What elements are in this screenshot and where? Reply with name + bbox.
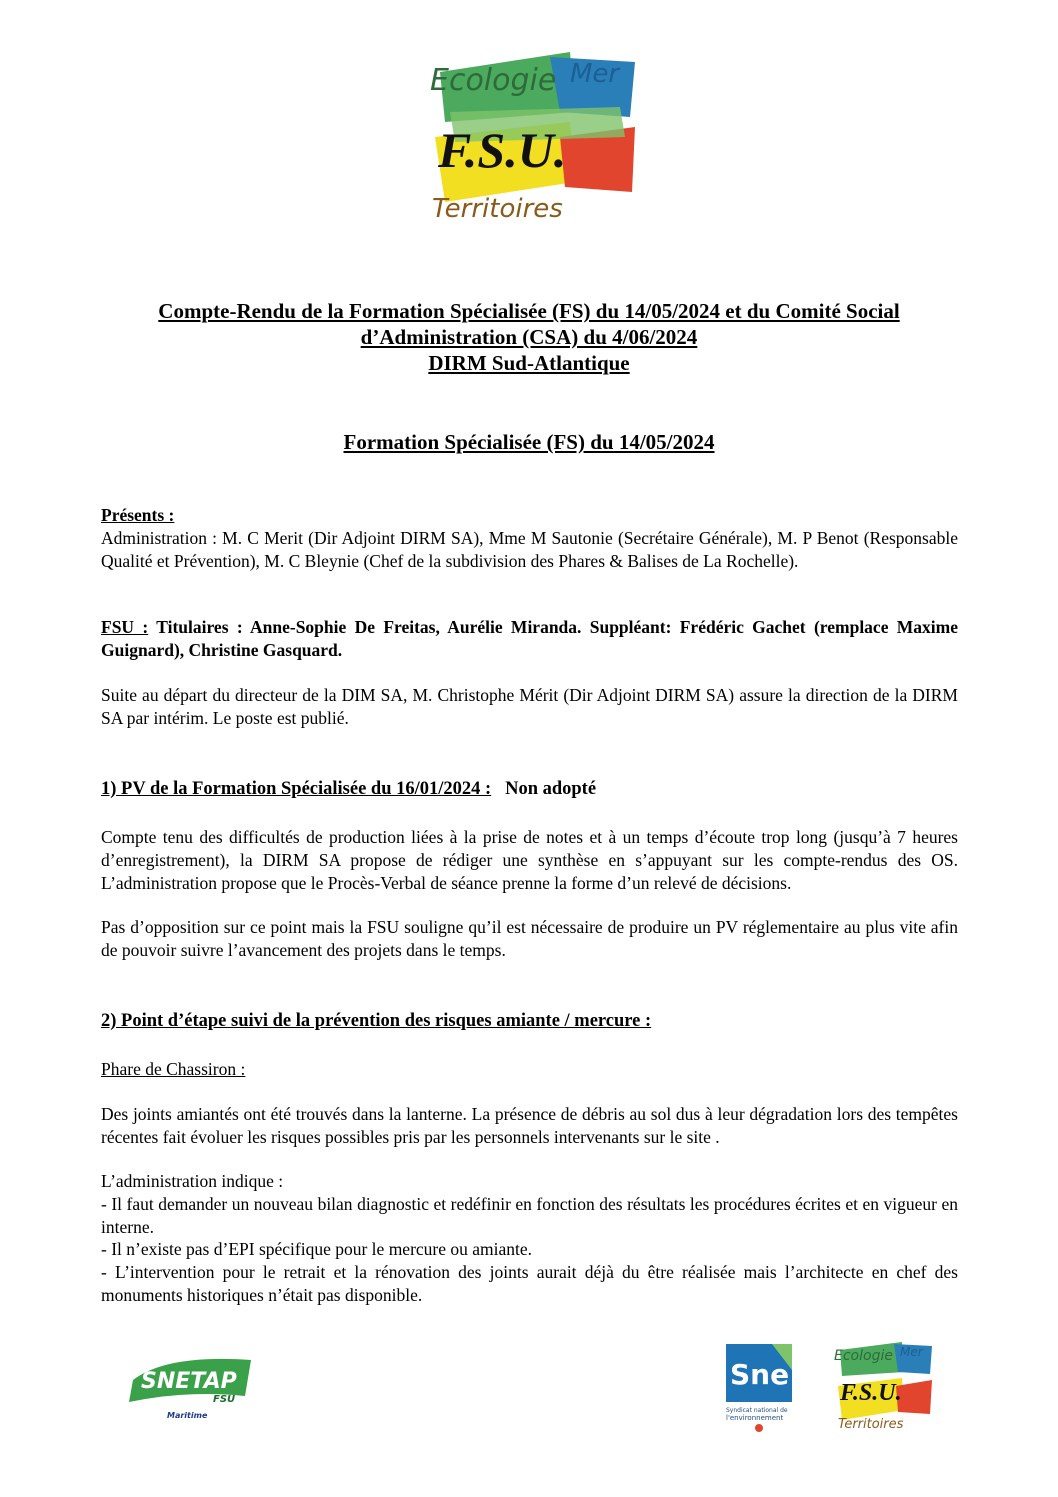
sne-logo <box>722 1340 796 1432</box>
list-item: - L’intervention pour le retrait et la rénovation des joints aurait déjà du être réalisée mais l’architecte en chef des monuments historiques n’était pas disponible. <box>101 1262 958 1305</box>
title-line-1: Compte-Rendu de la Formation Spécialisée (FS) du 14/05/2024 et du Comité Social <box>158 299 900 323</box>
fsu-logo <box>420 42 642 232</box>
fsu-small-ecologie: Ecologie <box>834 1348 893 1364</box>
logo-ecologie: Ecologie <box>430 63 557 98</box>
section1-paragraph-2: Pas d’opposition sur ce point mais la FSU souligne qu’il est nécessaire de produire un PV réglementaire au plus vite afin de pouvoir suivre l’avancement des projets dans le temps. <box>101 917 958 960</box>
fsu-small-territoires: Territoires <box>838 1417 904 1432</box>
section2-paragraph-1: Des joints amiantés ont été trouvés dans la lanterne. La présence de débris au sol dus à leur dégradation lors des tempêtes récentes fait évoluer les risques possibles pris par les personnels intervenants sur le site . <box>101 1104 958 1147</box>
snetap-sub: Maritime <box>167 1411 208 1420</box>
title-line-3: DIRM Sud-Atlantique <box>428 351 630 375</box>
fsu-small-fsu: F.S.U. <box>840 1380 902 1406</box>
logo-mer: Mer <box>570 59 620 89</box>
presents-label: Présents : <box>101 505 175 525</box>
list-item: - Il n’existe pas d’EPI spécifique pour le mercure ou amiante. <box>101 1239 533 1260</box>
snetap-text: SNETAP <box>141 1369 237 1394</box>
document-title <box>100 298 958 376</box>
list-item: - Il faut demander un nouveau bilan diagnostic et redéfinir en fonction des résultats les procédures écrites et en vigueur en interne. <box>101 1193 958 1237</box>
sne-text: Sne <box>730 1358 790 1391</box>
logo-fsu: F.S.U. <box>438 122 567 178</box>
sne-sub-2: l'environnement <box>726 1414 784 1422</box>
presents-fsu <box>101 616 958 662</box>
fsu-members: Titulaires : Anne-Sophie De Freitas, Aurélie Miranda. Suppléant: Frédéric Gachet (remplace Maxime Guignard), Christine Gasquard. <box>101 617 959 660</box>
fsu-small-mer: Mer <box>900 1345 923 1359</box>
section1-paragraph-1: Compte tenu des difficultés de production liées à la prise de notes et à un temps d’écoute trop long (jusqu’à 7 heures d’enregistrement), la DIRM SA propose de rédiger une synthèse en s’appuyant sur les compte-rendus des OS. L’administration propose que le Procès-Verbal de séance prenne la forme d’un relevé de décisions. <box>101 827 958 893</box>
fsu-logo-small <box>832 1336 936 1434</box>
section-title: Formation Spécialisée (FS) du 14/05/2024 <box>343 430 715 454</box>
logo-territoires: Territoires <box>432 194 563 224</box>
section1-heading <box>101 779 596 800</box>
title-line-2: d’Administration (CSA) du 4/06/2024 <box>360 325 698 349</box>
presents-administration: Administration : M. C Merit (Dir Adjoint DIRM SA), Mme M Sautonie (Secrétaire Générale), M. P Benot (Responsable Qualité et Prévention), M. C Bleynie (Chef de la subdivision des Phares & Balises de La Rochelle). <box>101 528 958 571</box>
section2-subheading: Phare de Chassiron : <box>101 1059 246 1079</box>
section2-list <box>101 1170 958 1307</box>
interim-paragraph: Suite au départ du directeur de la DIM SA, M. Christophe Mérit (Dir Adjoint DIRM SA) assure la direction de la DIRM SA par intérim. Le poste est publié. <box>101 685 958 728</box>
section2-intro: L’administration indique : <box>101 1171 284 1191</box>
section2-heading: 2) Point d’étape suivi de la prévention des risques amiante / mercure : <box>101 1011 652 1031</box>
fsu-label: FSU : <box>101 617 149 637</box>
snetap-logo <box>127 1350 255 1422</box>
snetap-fsu: FSU <box>213 1394 236 1405</box>
sne-sub-1: Syndicat national de <box>726 1407 788 1414</box>
section1-heading-text: 1) PV de la Formation Spécialisée du 16/01/2024 : <box>101 779 492 799</box>
section1-status: Non adopté <box>505 779 597 799</box>
